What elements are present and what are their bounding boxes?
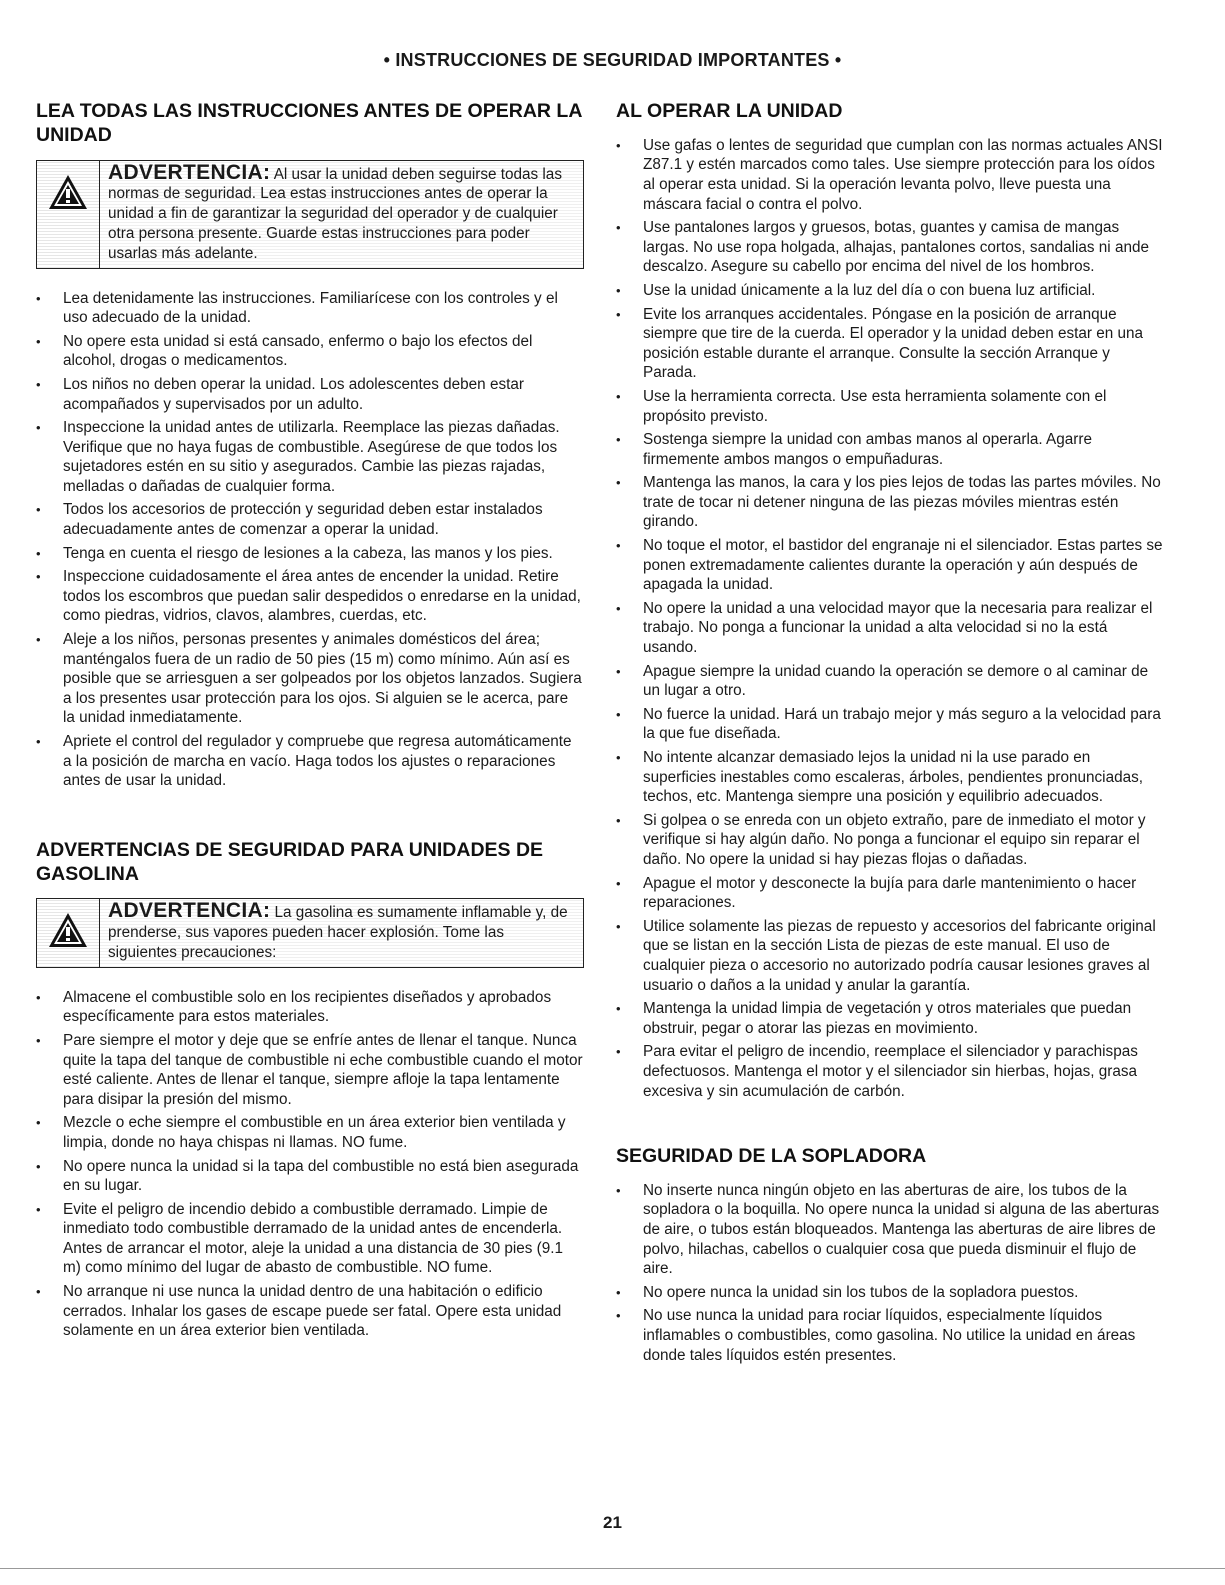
warning-icon-cell [37,899,100,966]
list-item: • No opere nunca la unidad sin los tubos de la sopladora puestos. [616,1283,1164,1303]
list-item: • Inspeccione la unidad antes de utilizarla. Reemplace las piezas dañadas. Verifique que no haya fugas de combustible. Asegúrese de que todos los sujetadores estén en su sitio y asegurados. Cambie las piezas rajadas, melladas o dañadas de cualquier forma. [36,418,584,496]
list-item: • Lea detenidamente las instrucciones. Familiarícese con los controles y el uso adecuado de la unidad. [36,289,584,328]
bottom-rule [0,1568,1225,1569]
list-item: • Tenga en cuenta el riesgo de lesiones a la cabeza, las manos y los pies. [36,544,584,564]
warning-body: Al usar la unidad deben seguirse todas las normas de seguridad. Lea estas instrucciones antes de operar la unidad a fin de garantizar la seguridad del operador y de cualquier otra persona presente. Guarde estas instrucciones para poder usarlas más adelante. [108,165,562,262]
list-item: • Aleje a los niños, personas presentes y animales domésticos del área; manténgalos fuera de un radio de 50 pies (15 m) como mínimo. Aún así es posible que se arriesguen a ser golpeados por los objetos lanzados. Sugiera a los presentes usar protección para los ojos. Si alguien se le acerca, pare la unidad inmediatamente. [36,630,584,728]
list-item: • No arranque ni use nunca la unidad dentro de una habitación o edificio cerrados. Inhalar los gases de escape puede ser fatal. Opere esta unidad solamente en un área exterior bien ventilada. [36,1282,584,1341]
list-item: • Si golpea o se enreda con un objeto extraño, pare de inmediato el motor y verifique si hay algún daño. No ponga a funcionar el equipo sin reparar el daño. No opere la unidad si hay piezas flojas o dañadas. [616,811,1164,870]
warning-body: La gasolina es sumamente inflamable y, de prenderse, sus vapores pueden hacer explosión. Tome las siguientes precauciones: [108,904,568,961]
warning-text [100,161,583,268]
list-item: • Use la unidad únicamente a la luz del día o con buena luz artificial. [616,281,1164,301]
section-heading-read-instructions: LEA TODAS LAS INSTRUCCIONES ANTES DE OPERAR LA UNIDAD [36,100,582,146]
warning-icon-cell [37,161,100,268]
list-item: • No toque el motor, el bastidor del engranaje ni el silenciador. Estas partes se ponen extremadamente calientes durante la operación y aún después de apagada la unidad. [616,536,1164,595]
list-item: • Inspeccione cuidadosamente el área antes de encender la unidad. Retire todos los escombros que puedan salir despedidos o enredarse en la unidad, como piedras, vidrios, clavos, alambres, cuerdas, etc. [36,567,584,626]
right-column [616,100,1164,1369]
list-item: • Pare siempre el motor y deje que se enfríe antes de llenar el tanque. Nunca quite la tapa del tanque de combustible ni eche combustible cuando el motor esté caliente. Antes de llenar el tanque, siempre afloje la tapa lentamente para disipar la presión del mismo. [36,1031,584,1109]
list-item: • Evite los arranques accidentales. Póngase en la posición de arranque siempre que tire de la cuerda. El operador y la unidad deben estar en una posición estable durante el arranque. Consulte la sección Arranque y Parada. [616,305,1164,383]
page-number: 21 [603,1513,622,1532]
list-item: • Apague el motor y desconecte la bujía para darle mantenimiento o hacer reparaciones. [616,874,1164,913]
list-item: • No opere la unidad a una velocidad mayor que la necesaria para realizar el trabajo. No ponga a funcionar la unidad a alta velocidad si no la está usando. [616,599,1164,658]
list-item: • No fuerce la unidad. Hará un trabajo mejor y más seguro a la velocidad para la que fue diseñada. [616,705,1164,744]
section-heading-operating: AL OPERAR LA UNIDAD [616,100,843,122]
warning-box-general [36,160,584,269]
list-item: • Use la herramienta correcta. Use esta herramienta solamente con el propósito previsto. [616,387,1164,426]
list-item: • Los niños no deben operar la unidad. Los adolescentes deben estar acompañados y supervisados por un adulto. [36,375,584,414]
warning-text [100,899,583,966]
list-item: • Utilice solamente las piezas de repuesto y accesorios del fabricante original que se listan en la sección Lista de piezas de este manual. El uso de cualquier pieza o accesorio no autorizado podría causar lesiones graves al usuario o daños a la unidad y anular la garantía. [616,917,1164,995]
list-item: • No inserte nunca ningún objeto en las aberturas de aire, los tubos de la sopladora o la boquilla. No opere nunca la unidad si alguna de las aberturas de aire, o tubos están bloqueados. Mantenga las aberturas de aire libres de polvo, hilachas, cabellos o cualquier cosa que pueda disminuir el flujo de aire. [616,1181,1164,1279]
page-header: • INSTRUCCIONES DE SEGURIDAD IMPORTANTES • [383,50,842,70]
list-item: • Almacene el combustible solo en los recipientes diseñados y aprobados específicamente para estos materiales. [36,988,584,1027]
warning-box-gasoline [36,898,584,967]
list-item: • Evite el peligro de incendio debido a combustible derramado. Limpie de inmediato todo combustible derramado de la unidad antes de encenderla. Antes de arrancar el motor, aleje la unidad a una distancia de 30 pies (9.1 m) como mínimo del lugar de abasto de combustible. NO fume. [36,1200,584,1278]
section-heading-blower-safety: SEGURIDAD DE LA SOPLADORA [616,1145,927,1168]
section-heading-gasoline: ADVERTENCIAS DE SEGURIDAD PARA UNIDADES DE GASOLINA [36,838,544,885]
warning-word: ADVERTENCIA: [108,899,271,923]
bullet-list-gasoline [36,988,584,1341]
list-item: • Use gafas o lentes de seguridad que cumplan con las normas actuales ANSI Z87.1 y estén marcados como tales. Use siempre protección para los oídos al operar esta unidad. Si la operación levanta polvo, lleve puesta una máscara facial o contra el polvo. [616,136,1164,214]
list-item: • Mantenga las manos, la cara y los pies lejos de todas las partes móviles. No trate de tocar ni detener ninguna de las piezas móviles mientras estén girando. [616,473,1164,532]
bullet-list-general [36,289,584,791]
warning-triangle-icon [47,173,89,211]
list-item: • Sostenga siempre la unidad con ambas manos al operarla. Agarre firmemente ambos mangos o empuñaduras. [616,430,1164,469]
list-item: • No use nunca la unidad para rociar líquidos, especialmente líquidos inflamables o combustibles, como gasolina. No utilice la unidad en áreas donde tales líquidos estén presentes. [616,1306,1164,1365]
list-item: • Todos los accesorios de protección y seguridad deben estar instalados adecuadamente antes de comenzar a operar la unidad. [36,500,584,539]
list-item: • Para evitar el peligro de incendio, reemplace el silenciador y parachispas defectuosos. Mantenga el motor y el silenciador sin hierbas, hojas, grasa excesiva y sin acumulación de carbón. [616,1042,1164,1101]
left-column [36,100,584,1345]
bullet-list-operating [616,136,1164,1101]
warning-word: ADVERTENCIA: [108,160,271,184]
list-item: • Apriete el control del regulador y compruebe que regresa automáticamente a la posición de marcha en vacío. Haga todos los ajustes o reparaciones antes de usar la unidad. [36,732,584,791]
list-item: • No opere esta unidad si está cansado, enfermo o bajo los efectos del alcohol, drogas o medicamentos. [36,332,584,371]
bullet-list-blower [616,1181,1164,1365]
list-item: • Mezcle o eche siempre el combustible en un área exterior bien ventilada y limpia, donde no haya chispas ni llamas. NO fume. [36,1113,584,1152]
list-item: • Mantenga la unidad limpia de vegetación y otros materiales que puedan obstruir, pegar o atorar las piezas en movimiento. [616,999,1164,1038]
warning-triangle-icon [47,911,89,949]
list-item: • No opere nunca la unidad si la tapa del combustible no está bien asegurada en su lugar. [36,1157,584,1196]
list-item: • Use pantalones largos y gruesos, botas, guantes y camisa de mangas largas. No use ropa holgada, alhajas, pantalones cortos, sandalias ni ande descalzo. Asegure su cabello por encima del nivel de los hombros. [616,218,1164,277]
list-item: • Apague siempre la unidad cuando la operación se demore o al caminar de un lugar a otro. [616,662,1164,701]
list-item: • No intente alcanzar demasiado lejos la unidad ni la use parado en superficies inestables como escaleras, árboles, pendientes pronunciadas, techos, etc. Mantenga siempre una posición y equilibrio adecuados. [616,748,1164,807]
